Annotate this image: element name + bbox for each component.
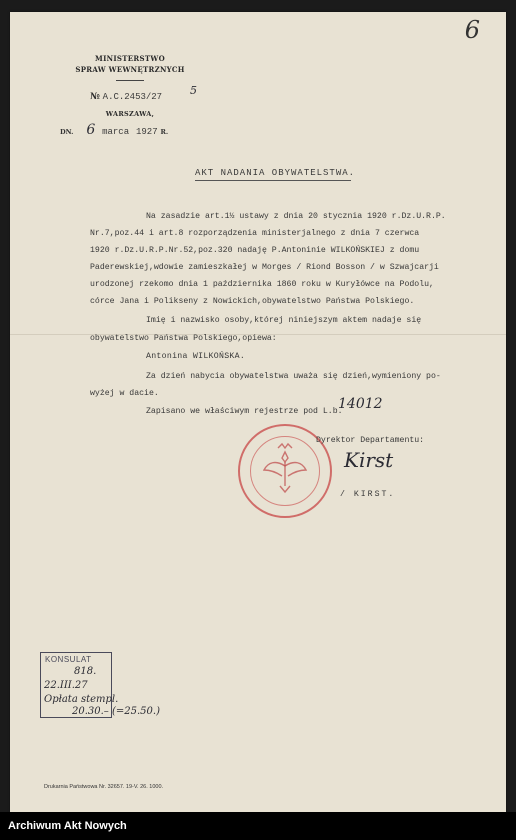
body-line-11: wyżej w dacie.: [90, 389, 159, 398]
body-line-9: Antonina WILKOŃSKA.: [146, 352, 246, 361]
archive-label: Archiwum Akt Nowych: [8, 820, 127, 832]
body-line-7: Imię i nazwisko osoby,której niniejszym aktem nadaje się: [146, 316, 422, 325]
date-suffix: R.: [160, 128, 169, 136]
body-line-4: Paderewskiej,wdowie zamieszkałej w Morges / Riond Bosson / w Szwajcarji: [90, 263, 439, 272]
stamp-line-1: 818.: [74, 666, 97, 677]
page-number: 6: [464, 16, 480, 44]
printer-footer: Drukarnia Państwowa Nr. 32657. 19-V. 26. 1000.: [44, 784, 164, 790]
registry-number-handwritten: 14012: [338, 396, 383, 412]
date-day: 6: [86, 122, 96, 138]
ministry-name-line2: SPRAW WEWNĘTRZNYCH: [75, 65, 185, 74]
body-line-3: 1920 r.Dz.U.R.P.Nr.52,poz.320 nadaję P.Antoninie WILKOŃSKIEJ z domu: [90, 246, 420, 255]
document-page: [10, 12, 506, 812]
document-title: AKT NADANIA OBYWATELSTWA.: [195, 168, 356, 178]
stamp-title: KONSULAT: [45, 655, 92, 664]
signature: Kirst: [344, 448, 394, 472]
reference-number-value: A.C.2453/27: [102, 92, 163, 102]
body-line-10: Za dzień nabycia obywatelstwa uważa się dzień,wymieniony po-: [146, 372, 441, 381]
city-label: WARSZAWA,: [105, 110, 155, 118]
stamp-line-3: Opłata stempl.: [44, 694, 119, 705]
date-prefix: DN.: [60, 128, 74, 136]
body-line-8: obywatelstwo Państwa Polskiego,opiewa:: [90, 334, 277, 343]
date-line: [60, 122, 168, 138]
number-symbol: №: [90, 92, 100, 102]
date-month: marca: [102, 127, 130, 137]
body-line-5: urodzonej rzekomo dnia 1 października 1860 roku w Kuryłówce na Podolu,: [90, 280, 434, 289]
body-line-2: Nr.7,poz.44 i art.8 rozporządzenia ministerjalnego z dnia 7 czerwca: [90, 229, 420, 238]
ministry-name-line1: MINISTERSTWO: [95, 54, 165, 63]
title-underline: [195, 180, 351, 181]
body-line-12: Zapisano we właściwym rejestrze pod L.b.: [146, 407, 343, 416]
stamp-line-4: 20.30.– (=25.50.): [72, 706, 160, 717]
archive-caption-bar: [0, 812, 516, 840]
reference-number: [90, 84, 197, 102]
body-line-1: Na zasadzie art.1½ ustawy z dnia 20 stycznia 1920 r.Dz.U.R.P.: [146, 212, 446, 221]
signatory-name: / KIRST.: [340, 490, 396, 499]
date-year: 1927: [136, 127, 158, 137]
body-line-6: córce Jana i Polikseny z Nowickich,obywatelstwo Państwa Polskiego.: [90, 297, 415, 306]
reference-number-handwritten: 5: [190, 84, 197, 97]
letterhead-rule: [116, 80, 144, 81]
signatory-title: Dyrektor Departamentu:: [316, 436, 425, 445]
stamp-line-2: 22.III.27: [44, 680, 88, 691]
